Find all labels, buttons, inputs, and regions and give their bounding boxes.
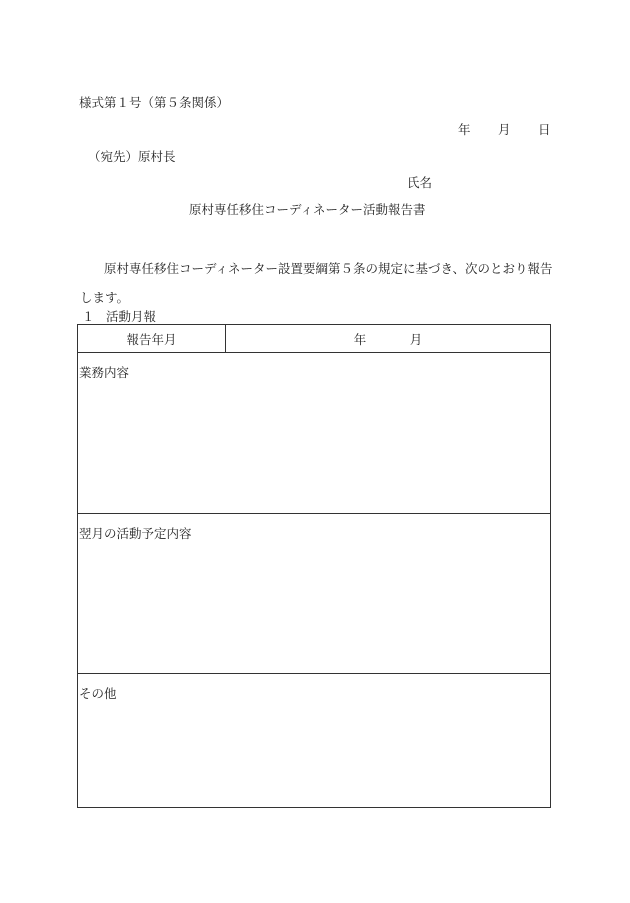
report-year-label: 年 bbox=[353, 331, 367, 347]
table-row bbox=[78, 674, 551, 808]
body-paragraph: 原村専任移住コーディネーター設置要綱第５条の規定に基づき、次のとおり報告します。 bbox=[80, 261, 553, 305]
date-month-label: 月 bbox=[498, 122, 511, 137]
work-content-cell[interactable] bbox=[78, 353, 551, 514]
form-number: 様式第１号（第５条関係） bbox=[79, 95, 230, 110]
activity-report-table bbox=[77, 324, 551, 808]
date-day-label: 日 bbox=[538, 122, 551, 137]
name-label: 氏名 bbox=[407, 175, 433, 190]
addressee: （宛先）原村長 bbox=[88, 149, 176, 164]
report-month-unit-label: 月 bbox=[409, 331, 423, 347]
report-month-label-cell bbox=[78, 325, 226, 353]
other-label: その他 bbox=[79, 686, 117, 701]
table-row bbox=[78, 353, 551, 514]
next-month-plan-cell[interactable] bbox=[78, 514, 551, 674]
section-title: 活動月報 bbox=[106, 309, 157, 324]
section-heading bbox=[82, 309, 156, 325]
table-header-row bbox=[78, 325, 551, 353]
table-row bbox=[78, 514, 551, 674]
report-month-value-cell[interactable] bbox=[226, 325, 551, 353]
report-month-label: 報告年月 bbox=[126, 331, 177, 347]
date-year-label: 年 bbox=[458, 122, 471, 137]
other-cell[interactable] bbox=[78, 674, 551, 808]
document-title: 原村専任移住コーディネーター活動報告書 bbox=[189, 202, 426, 217]
date-line bbox=[458, 122, 551, 138]
next-month-plan-label: 翌月の活動予定内容 bbox=[79, 526, 192, 541]
section-number: １ bbox=[82, 309, 95, 324]
work-content-label: 業務内容 bbox=[79, 365, 130, 380]
